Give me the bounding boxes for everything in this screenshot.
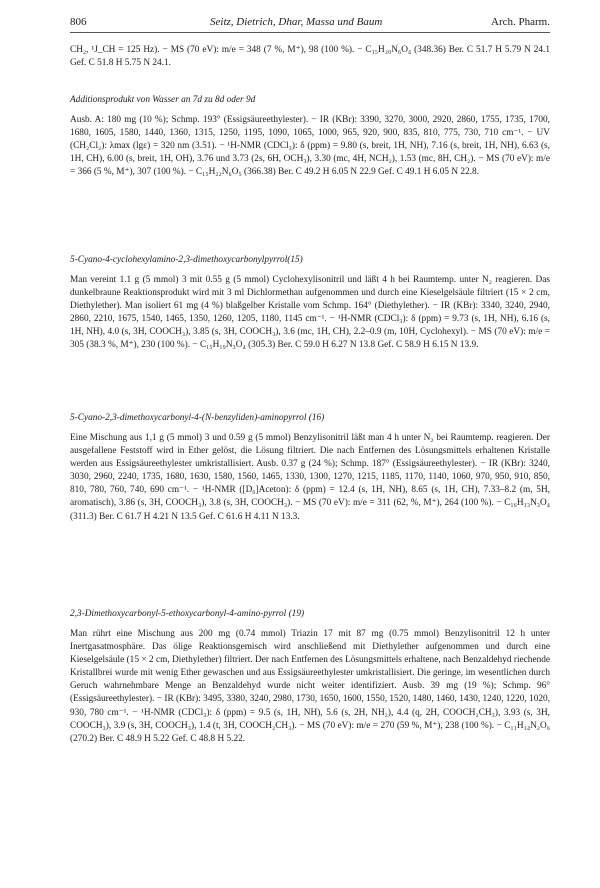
section-title: 2,3-Dimethoxycarbonyl-5-ethoxycarbonyl-4-amino-pyrrol (19) [70, 609, 305, 619]
section-compound-16 [70, 412, 550, 524]
section-body: Ausb. A: 180 mg (10 %); Schmp. 193° (Essigsäureethylester). − IR (KBr): 3390, 3270, 3000, 2920, 2860, 1755, 1735, 1700, 1680, 1605, 1580, 1440, 1360, 1315, 1250, 1195, 1090, 1065, 1000, 965, 920, 900, 835, 810, 775, 730, 710 cm⁻¹. − UV (CH₂Cl₂): λmax (lgε) = 320 nm (3.51). − ¹H-NMR (CDCl₃): δ (ppm) = 9.80 (s, breit, 1H, NH), 7.16 (s, breit, 1H, NH), 6.63 (s, 1H, CH), 6.00 (s, breit, 1H, OH), 3.76 und 3.73 (2s, 6H, OCH₃), 3.30 (mc, 4H, NCH₂), 1.53 (mc, 8H, CH₂). − MS (70 eV): m/e = 366 (5 %, M⁺), 307 (100 %). − C₁₅H₂₂N₆O₅ (366.38) Ber. C 49.2 H 6.05 N 22.9 Gef. C 49.1 H 6.05 N 22.8. [70, 115, 550, 178]
section-title: Additionsprodukt von Wasser an 7d zu 8d oder 9d [70, 95, 256, 105]
section-body: Man vereint 1.1 g (5 mmol) 3 mit 0.55 g (5 mmol) Cyclohexylisonitril und läßt 4 h bei Raumtemp. unter N₂ reagieren. Das dunkelbraune Reaktionsprodukt wird mit 3 ml Dichlormethan aufgenommen und durch eine Kieselgelsäule filtriert (15 × 2 cm, Diethylether). Man isoliert 61 mg (4 %) blaßgelber Kristalle vom Schmp. 164° (Diethylether). − IR (KBr): 3340, 3240, 2940, 2860, 2210, 1675, 1540, 1465, 1350, 1260, 1205, 1180, 1145 cm⁻¹. − ¹H-NMR (CDCl₃): δ (ppm) = 9.73 (s, 1H, NH), 6.16 (s, 1H, NH), 4.0 (s, 3H, COOCH₃), 3.85 (s, 3H, COOCH₃), 3.6 (mc, 1H, CH), 2.2–0.9 (m, 10H, Cyclohexyl). − MS (70 eV): m/e = 305 (38.3 %, M⁺), 230 (100 %). − C₁₅H₁₉N₃O₄ (305.3) Ber. C 59.0 H 6.27 N 13.8 Gef. C 58.9 H 6.15 N 13.9. [70, 275, 550, 351]
section-continuation [70, 44, 550, 70]
header-authors: Seitz, Dietrich, Dhar, Massa und Baum [210, 16, 383, 28]
section-body: Eine Mischung aus 1,1 g (5 mmol) 3 und 0.59 g (5 mmol) Benzylisonitril läßt man 4 h unter N₂ bei Raumtemp. reagieren. Der ausgefallene Feststoff wird in Ether gelöst, die Lösung filtriert. Die nach Entfernen des Lösungsmittels erhaltenen Kristalle werden aus Essigsäureethylester umkristallisiert. Ausb. 0.37 g (24 %); Schmp. 187° (Essigsäureethylester). − IR (KBr): 3240, 3030, 2960, 2240, 1735, 1680, 1630, 1580, 1560, 1465, 1330, 1300, 1270, 1215, 1185, 1170, 1140, 1060, 970, 950, 910, 850, 810, 780, 760, 740, 690 cm⁻¹. − ¹H-NMR ([D₆]Aceton): δ (ppm) = 12.4 (s, 1H, NH), 8.65 (s, 1H, CH), 7.33–8.2 (m, 5H, aromatisch), 3.86 (s, 3H, COOCH₃), 3.8 (s, 3H, COOCH₃). − MS (70 eV): m/e = 311 (62, %, M⁺), 264 (100 %). − C₁₆H₁₃N₃O₄ (311.3) Ber. C 61.7 H 4.21 N 13.5 Gef. C 61.6 H 4.11 N 13.3. [70, 433, 550, 522]
section-title: 5-Cyano-2,3-dimethoxycarbonyl-4-(N-benzyliden)-aminopyrrol (16) [70, 413, 325, 423]
section-body: Man rührt eine Mischung aus 200 mg (0.74 mmol) Triazin 17 mit 87 mg (0.75 mmol) Benzylisonitril 12 h unter Inertgasatmosphäre. Das ölige Reaktionsgemisch wird anschließend mit Diethylether aufgenommen und durch eine Kieselgelsäule (15 × 2 cm, Diethylether) filtriert. Der nach Entfernen des Lösungsmittels erhaltene, nach Benzaldehyd riechende Kristallbrei wurde mit wenig Ether gewaschen und aus Essigsäureethylester umkristallisiert. Die geringe, im wesentlichen durch Geruch wahrnehmbare Menge an Benzaldehyd wurde nicht weiter identifiziert. Ausb. 39 mg (19 %); Schmp. 96° (Essigsäureethylester). − IR (KBr): 3495, 3380, 3240, 2980, 1730, 1650, 1600, 1550, 1520, 1480, 1460, 1430, 1240, 1220, 1020, 930, 780 cm⁻¹. − ¹H-NMR (CDCl₃): δ (ppm) = 9.5 (s, 1H, NH), 5.6 (s, 2H, NH₂), 4.4 (q, 2H, COOCH₂CH₃), 3.93 (s, 3H, COOCH₃), 3.9 (s, 3H, COOCH₃), 1.4 (t, 3H, COOCH₂CH₃). − MS (70 eV): m/e = 270 (59 %, M⁺), 238 (100 %). − C₁₁H₁₄N₂O₆ (270.2) Ber. C 48.9 H 5.22 Gef. C 48.8 H 5.22. [70, 629, 550, 744]
section-title: 5-Cyano-4-cyclohexylamino-2,3-dimethoxycarbonylpyrrol(15) [70, 255, 303, 265]
page-number: 806 [70, 16, 87, 28]
section-compound-19 [70, 608, 550, 746]
section-compound-15 [70, 254, 550, 353]
section-water-adduct [70, 94, 550, 179]
running-header [70, 14, 550, 33]
header-journal: Arch. Pharm. [491, 16, 550, 28]
section-body: CH₂, ¹J_CH = 125 Hz). − MS (70 eV): m/e = 348 (7 %, M⁺), 98 (100 %). − C₁₅H₂₀N₆O₄ (348.36) Ber. C 51.7 H 5.79 N 24.1 Gef. C 51.8 H 5.75 N 24.1. [70, 45, 550, 69]
